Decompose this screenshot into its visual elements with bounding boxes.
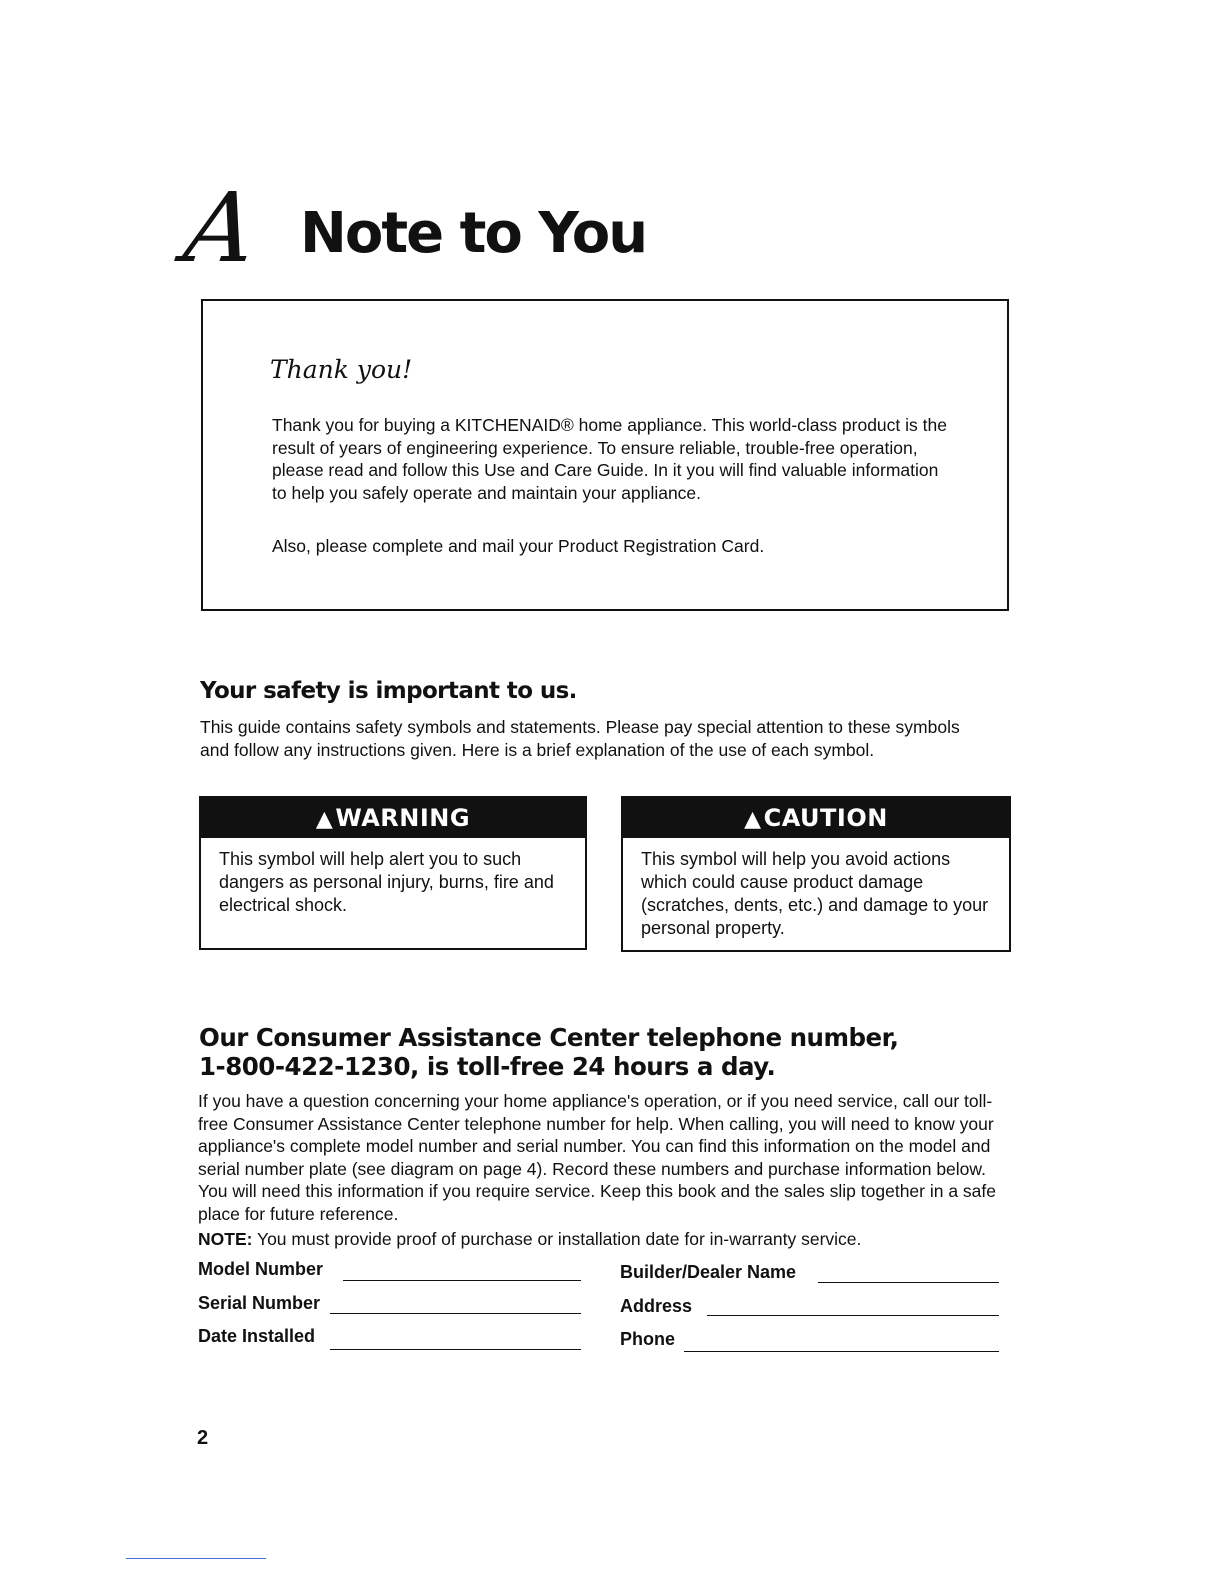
phone-label: Phone — [620, 1329, 676, 1349]
note-label: NOTE: — [198, 1229, 253, 1249]
address-label: Address — [620, 1296, 693, 1316]
page-number: 2 — [197, 1427, 209, 1449]
warning-text: This symbol will help alert you to such dangers as personal injury, burns, fire and electrical shock. — [219, 849, 554, 915]
model-number-label: Model Number — [198, 1259, 324, 1279]
thank-you-heading: Thank you! — [270, 355, 413, 384]
caution-label: CAUTION — [763, 804, 888, 832]
safety-text: This guide contains safety symbols and statements. Please pay special attention to these symbols and follow any instructions given. Here is a brief explanation of the use of each symbol. — [200, 717, 960, 760]
warning-box — [199, 796, 587, 950]
model-number-field[interactable] — [343, 1280, 581, 1281]
consumer-heading-line1: Our Consumer Assistance Center telephone number, — [199, 1023, 899, 1052]
phone-field[interactable] — [684, 1351, 999, 1352]
caution-box — [621, 796, 1011, 952]
date-installed-label: Date Installed — [198, 1326, 316, 1346]
warranty-note — [198, 1228, 1008, 1251]
caution-header — [623, 798, 1009, 838]
safety-heading: Your safety is important to us. — [200, 678, 577, 704]
warning-label: WARNING — [335, 804, 471, 832]
page-title: Note to You — [300, 201, 647, 266]
consumer-text: If you have a question concerning your home appliance's operation, or if you need service, call our toll-free Consumer Assistance Center telephone number for help. When calling, you will need to know your appliance's complete model number and serial number. You can find this information on the model and serial number plate (see diagram on page 4). Record these numbers and purchase information below. You will need this information if you require service. Keep this book and the sales slip together in a safe place for future reference. — [198, 1091, 997, 1224]
serial-number-field[interactable] — [330, 1313, 581, 1314]
registration-paragraph: Also, please complete and mail your Product Registration Card. — [272, 536, 765, 556]
builder-dealer-name-field[interactable] — [818, 1282, 999, 1283]
consumer-heading-line2: 1-800-422-1230, is toll-free 24 hours a day. — [199, 1052, 776, 1081]
warning-header — [201, 798, 585, 838]
caution-text: This symbol will help you avoid actions which could cause product damage (scratches, dents, etc.) and damage to your personal property. — [641, 849, 989, 938]
caution-triangle-icon: ▲ — [744, 807, 762, 832]
warning-triangle-icon: ▲ — [315, 807, 334, 832]
date-installed-field[interactable] — [330, 1349, 581, 1350]
builder-dealer-name-label: Builder/Dealer Name — [620, 1262, 797, 1282]
note-text: You must provide proof of purchase or installation date for in-warranty service. — [257, 1229, 862, 1249]
address-field[interactable] — [707, 1315, 999, 1316]
footer-rule — [126, 1558, 266, 1559]
serial-number-label: Serial Number — [198, 1293, 321, 1313]
title-initial: A — [178, 172, 264, 284]
thank-you-paragraph: Thank you for buying a KITCHENAID® home appliance. This world-class product is the result of years of engineering experience. To ensure reliable, trouble-free operation, please read and follow this Use and Care Guide. In it you will find valuable information to help you safely operate and maintain your appliance. — [272, 415, 947, 503]
